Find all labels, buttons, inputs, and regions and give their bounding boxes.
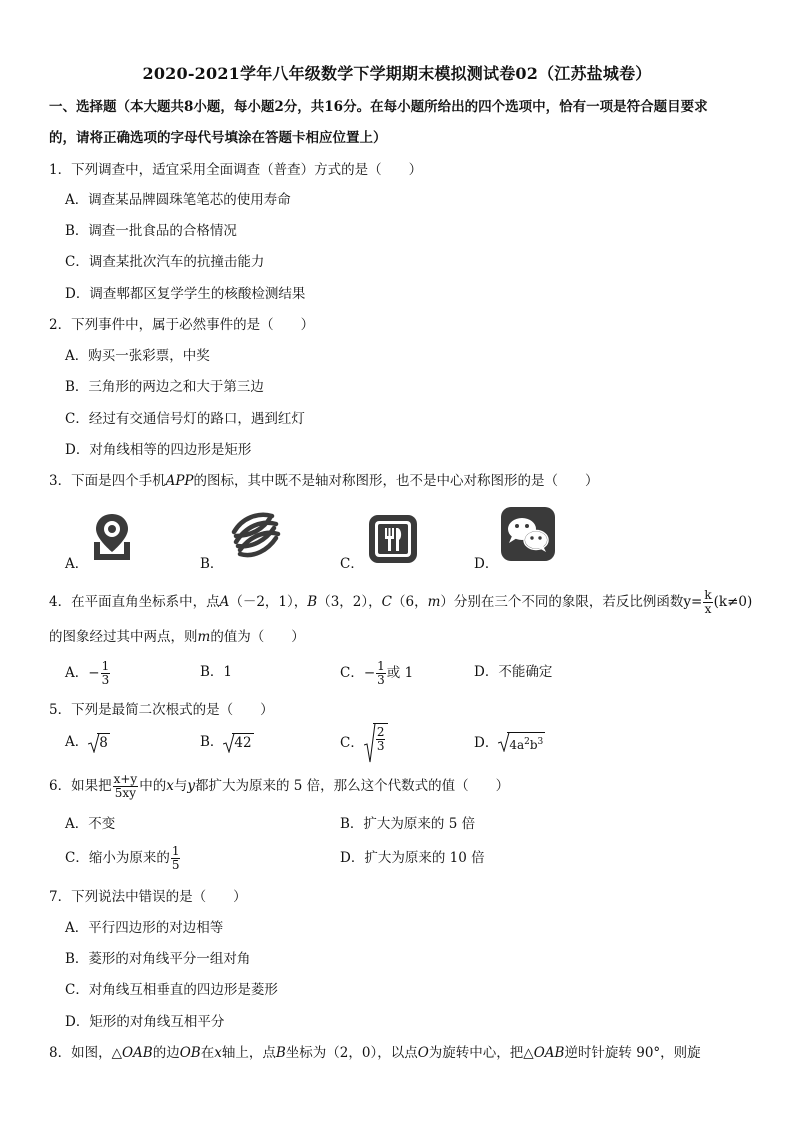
fraction-numerator: k	[704, 588, 712, 602]
q3-label-b: B．	[200, 556, 224, 572]
fraction-denominator: x	[704, 602, 712, 616]
point-b: B	[275, 1045, 286, 1061]
point-c: C	[381, 594, 392, 610]
q6-stem-text: 中的	[139, 778, 167, 794]
q3-stem-post: 的图标，其中既不是轴对称图形，也不是中心对称图形的是（ ）	[193, 473, 599, 489]
k-over-x-fraction	[703, 589, 712, 616]
q3-stem-pre: 3．下面是四个手机	[49, 473, 166, 489]
q3-label-d: D．	[474, 556, 499, 572]
var-m: m	[197, 629, 211, 645]
exponent: 3	[537, 737, 544, 747]
x-plus-y-over-5xy-fraction	[113, 773, 139, 800]
one-third-fraction	[376, 660, 386, 687]
q6-option-d: D．扩大为原来的 10 倍	[340, 850, 485, 866]
q4-option-c	[340, 660, 413, 687]
q7-option-d: D．矩形的对角线互相平分	[65, 1014, 225, 1030]
q4-function: y=	[683, 594, 703, 610]
q6-stem-text: 都扩大为原来的 5 倍，那么这个代数式的值（ ）	[194, 778, 510, 794]
radicand	[507, 732, 545, 754]
q6-option-b: B．扩大为原来的 5 倍	[340, 816, 476, 832]
q8-stem-text: 在	[200, 1045, 215, 1061]
q5-stem: 5．下列是最简二次根式的是（ ）	[49, 702, 274, 718]
q8-stem-text: 逆时针旋转 90°，则旋	[564, 1045, 701, 1061]
one-fifth-fraction	[171, 845, 181, 872]
option-tail: 或 1	[386, 665, 414, 681]
q4-stem-text: 4．在平面直角坐标系中，点	[49, 594, 220, 610]
fraction-numerator: 1	[171, 844, 180, 858]
q7-option-b: B．菱形的对角线平分一组对角	[65, 951, 251, 967]
option-letter: A．	[65, 734, 89, 750]
q2-option-a: A．购买一张彩票，中奖	[65, 348, 210, 364]
one-third-fraction	[101, 660, 111, 687]
section-heading-line1: 一、选择题（本大题共8小题，每小题2分，共16分。在每小题所给出的四个选项中，恰有一项是符合题目要求	[49, 99, 708, 115]
point-a-coord: （－2，1）	[229, 594, 294, 610]
point-o: O	[417, 1045, 429, 1061]
q4-sep: ，	[293, 594, 308, 610]
fraction-numerator: 1	[101, 659, 110, 673]
q4-stem-text: 的图象经过其中两点，则	[49, 629, 198, 645]
fraction-denominator: 3	[376, 739, 385, 753]
option-letter: C．	[340, 735, 364, 751]
q5-option-d	[474, 732, 545, 755]
option-letter: C．	[340, 665, 364, 681]
var-m: m	[427, 594, 441, 610]
fraction-denominator: 5xy	[114, 786, 136, 800]
q1-option-c: C．调查某批次汽车的抗撞击能力	[65, 254, 265, 270]
q4-stem-text: 的值为（ ）	[210, 629, 305, 645]
point-b: B	[307, 594, 318, 610]
fork-knife-icon	[368, 514, 418, 564]
q6-stem-text: 6．如果把	[49, 778, 112, 794]
q3-label-a: A．	[65, 556, 89, 572]
point-a: A	[219, 594, 230, 610]
q8-stem-text: 为旋转中心，把△	[428, 1045, 534, 1061]
sqrt-4a2b3	[498, 732, 545, 755]
fraction-denominator: 3	[101, 673, 110, 687]
minus-sign: −	[88, 665, 100, 681]
q8-stem-text: 坐标为（2，0），以点	[285, 1045, 418, 1061]
radicand-part: b	[529, 738, 538, 752]
q2-option-b: B．三角形的两边之和大于第三边	[65, 379, 264, 395]
triangle-oab: OAB	[533, 1045, 565, 1061]
q4-stem-line2	[49, 627, 305, 647]
q8-stem	[49, 1043, 701, 1063]
point-c-coord: （6，	[391, 594, 428, 610]
q4-option-b: B．1	[200, 664, 233, 680]
option-letter: B．	[200, 734, 224, 750]
wechat-icon	[500, 506, 556, 562]
q4-option-d: D．不能确定	[474, 664, 553, 680]
q1-stem: 1．下列调查中，适宜采用全面调查（普查）方式的是（ ）	[49, 162, 423, 178]
q5-option-b	[200, 732, 254, 753]
minus-sign: −	[363, 665, 376, 681]
q2-stem: 2．下列事件中，属于必然事件的是（ ）	[49, 317, 315, 333]
radicand: 42	[234, 734, 252, 751]
q8-stem-text: 8．如图，△	[49, 1045, 122, 1061]
exponent: 2	[524, 737, 530, 747]
q4-stem-line1	[49, 589, 752, 616]
q6-option-c	[65, 845, 181, 872]
q1-option-b: B．调查一批食品的合格情况	[65, 223, 237, 239]
fraction-numerator: x+y	[113, 772, 138, 786]
fraction-denominator: 5	[171, 858, 180, 872]
fraction-denominator: 3	[377, 673, 385, 687]
q6-option-c-text: C．缩小为原来的	[65, 850, 170, 866]
fraction-numerator: 2	[376, 725, 385, 739]
q5-option-c	[340, 723, 388, 763]
q7-stem: 7．下列说法中错误的是（ ）	[49, 889, 247, 905]
q7-option-c: C．对角线互相垂直的四边形是菱形	[65, 982, 278, 998]
option-letter: D．	[474, 735, 499, 751]
var-x: x	[214, 1045, 222, 1061]
point-b-coord: （3，2）	[317, 594, 369, 610]
q6-stem-text: 与	[173, 778, 188, 794]
q7-option-a: A．平行四边形的对边相等	[65, 920, 224, 936]
var-x: x	[166, 778, 174, 794]
china-mobile-icon	[228, 506, 284, 564]
sqrt-42	[223, 733, 253, 753]
q3-label-c: C．	[340, 556, 364, 572]
q2-option-d: D．对角线相等的四边形是矩形	[65, 442, 252, 458]
q5-option-a	[65, 732, 110, 753]
q1-option-a: A．调查某品牌圆珠笔笔芯的使用寿命	[65, 192, 291, 208]
q4-option-a	[65, 660, 111, 687]
page-title: 2020-2021学年八年级数学下学期期末模拟测试卷02（江苏盐城卷）	[142, 64, 652, 83]
q2-option-c: C．经过有交通信号灯的路口，遇到红灯	[65, 411, 305, 427]
var-y: y	[187, 778, 195, 794]
q8-stem-text: 轴上，点	[221, 1045, 276, 1061]
section-heading-line2: 的，请将正确选项的字母代号填涂在答题卡相应位置上）	[49, 130, 387, 146]
segment-ob: OB	[179, 1045, 201, 1061]
fraction-numerator: 1	[377, 659, 385, 673]
q1-option-d: D．调查郫都区复学学生的核酸检测结果	[65, 286, 306, 302]
radicand-part: 4a	[509, 738, 525, 752]
q4-stem-text: ）分别在三个不同的象限，若反比例函数	[440, 594, 684, 610]
option-letter: A．	[65, 665, 89, 681]
triangle-oab: OAB	[121, 1045, 153, 1061]
q6-stem	[49, 773, 509, 800]
sqrt-two-thirds	[364, 723, 389, 763]
two-thirds-fraction	[376, 726, 386, 753]
q3-stem-app: APP	[165, 473, 194, 489]
sqrt-8	[88, 733, 110, 753]
radicand: 8	[99, 734, 108, 751]
location-pin-tray-icon	[90, 512, 134, 562]
q3-stem	[49, 471, 599, 491]
q6-option-a: A．不变	[65, 816, 116, 832]
section-heading	[49, 92, 754, 154]
q8-stem-text: 的边	[152, 1045, 180, 1061]
q4-sep: ，	[368, 594, 382, 610]
q4-k-condition: (k≠0)	[713, 594, 753, 610]
